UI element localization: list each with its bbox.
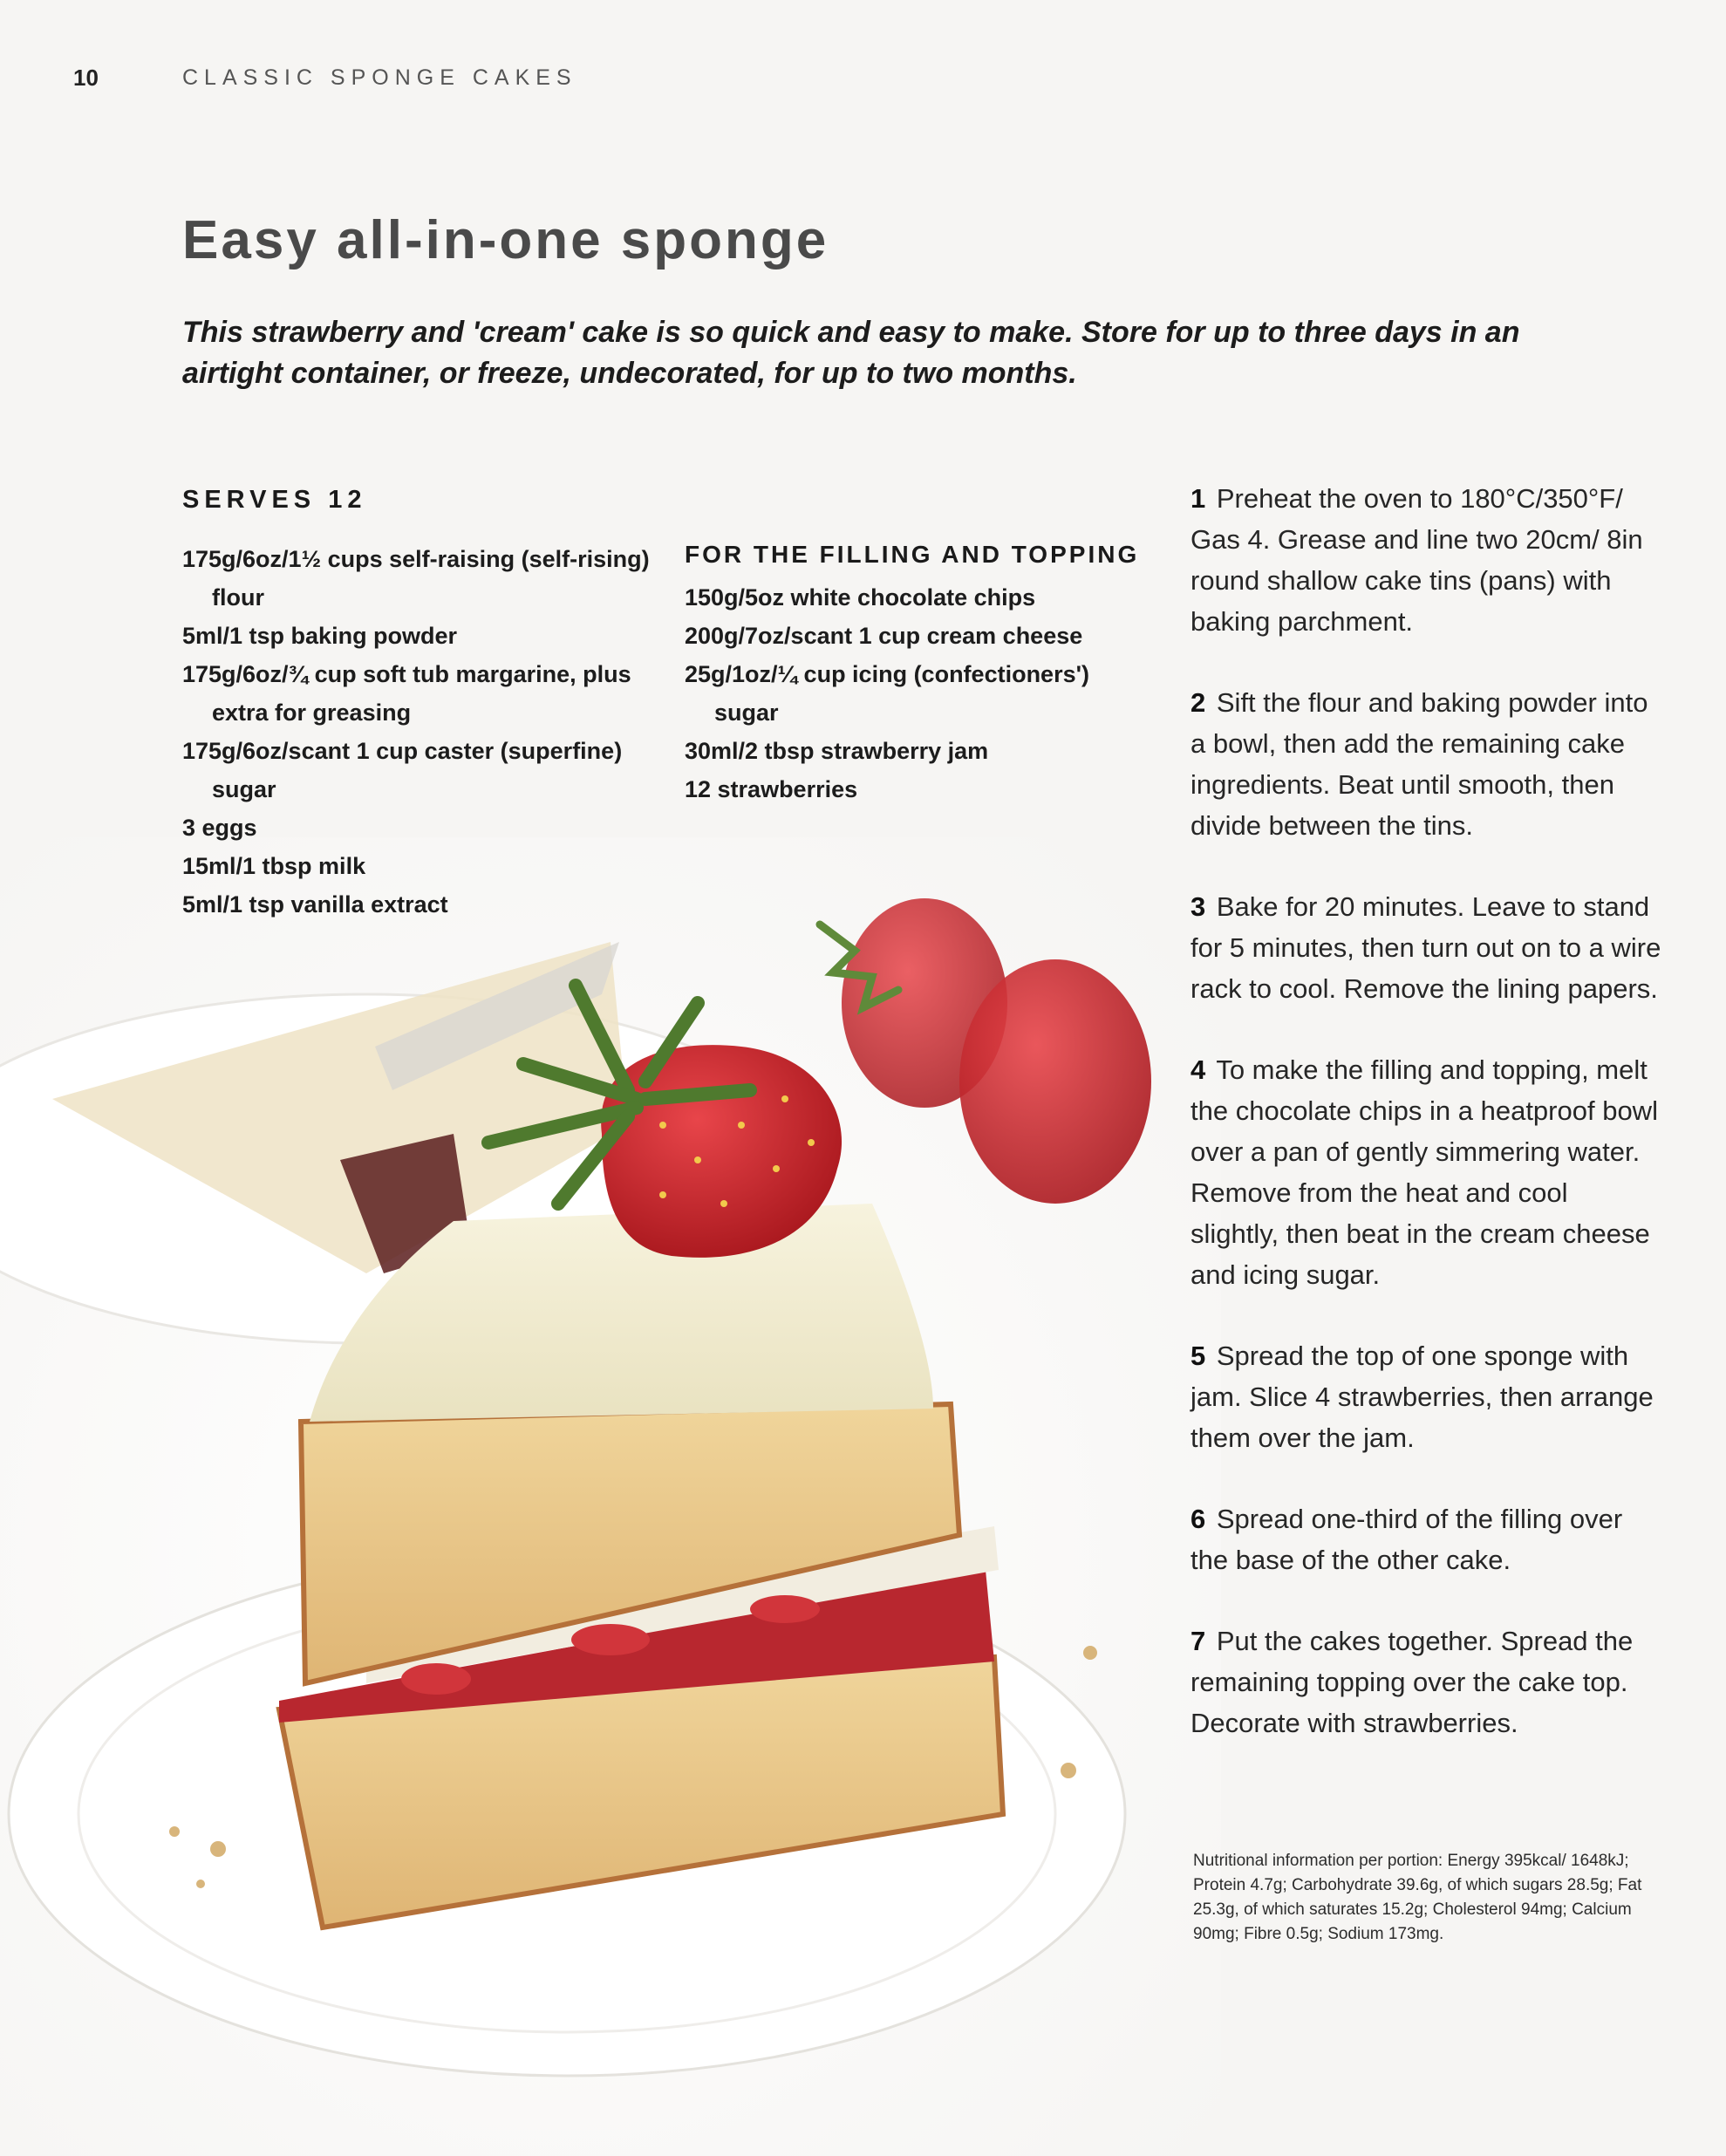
ingredient-item: 15ml/1 tbsp milk [182, 853, 366, 879]
step-text: Bake for 20 minutes. Leave to stand for 5 minutes, then turn out on to a wire rack to cool. Remove the lining papers. [1190, 891, 1661, 1004]
step-number: 1 [1190, 483, 1206, 514]
nutrition-info: Nutritional information per portion: Energy 395kcal/ 1648kJ; Protein 4.7g; Carbohydrate 39.6g, of which sugars 28.5g; Fat 25.3g, of which saturates 15.2g; Cholesterol 94mg; Calcium 90mg; Fibre 0.5g; Sodium 173mg. [1193, 1852, 1642, 1943]
method-step [1190, 478, 1661, 642]
method-step [1190, 682, 1661, 846]
recipe-title: Easy all-in-one sponge [182, 210, 829, 270]
step-text: To make the filling and topping, melt the chocolate chips in a heatproof bowl over a pan of gently simmering water. Remove from the heat and cool slightly, then beat in the cream cheese and icing sugar. [1190, 1054, 1658, 1290]
method-steps [1190, 478, 1661, 1784]
method-step [1190, 886, 1661, 1009]
filling-heading: FOR THE FILLING AND TOPPING [685, 541, 1140, 568]
serves-label: SERVES 12 [182, 486, 367, 514]
step-text: Spread one-third of the filling over the base of the other cake. [1190, 1504, 1623, 1575]
page-number: 10 [73, 65, 99, 91]
recipe-intro: This strawberry and 'cream' cake is so quick and easy to make. Store for up to three days in an airtight container, or freeze, undecorated, for up to two months. [182, 316, 1520, 390]
ingredient-item: 3 eggs [182, 815, 257, 841]
method-step [1190, 1335, 1661, 1458]
step-number: 2 [1190, 687, 1206, 718]
method-step [1190, 1049, 1661, 1295]
step-text: Put the cakes together. Spread the remaining topping over the cake top. Decorate with strawberries. [1190, 1626, 1634, 1738]
step-number: 5 [1190, 1341, 1206, 1371]
filling-item: 150g/5oz white chocolate chips [685, 584, 1036, 611]
ingredient-item: 5ml/1 tsp baking powder [182, 623, 458, 649]
section-heading: CLASSIC SPONGE CAKES [182, 65, 577, 90]
ingredients-list [182, 540, 671, 924]
filling-item: 200g/7oz/scant 1 cup cream cheese [685, 623, 1083, 649]
ingredient-item: 5ml/1 tsp vanilla extract [182, 891, 448, 918]
method-step [1190, 1620, 1661, 1743]
step-number: 4 [1190, 1054, 1206, 1085]
step-number: 3 [1190, 891, 1206, 922]
step-number: 7 [1190, 1626, 1206, 1656]
filling-list [685, 578, 1138, 808]
cake-photo [0, 837, 1221, 2156]
step-text: Preheat the oven to 180°C/350°F/ Gas 4. Grease and line two 20cm/ 8in round shallow cake tins (pans) with baking parchment. [1190, 483, 1643, 637]
method-step [1190, 1498, 1661, 1580]
cake-slice [279, 1204, 1003, 1927]
filling-item: 30ml/2 tbsp strawberry jam [685, 738, 989, 764]
step-text: Spread the top of one sponge with jam. Slice 4 strawberries, then arrange them over the jam. [1190, 1341, 1654, 1453]
ingredient-item: 175g/6oz/¾ cup soft tub margarine, plus extra for greasing [182, 661, 631, 726]
step-text: Sift the flour and baking powder into a bowl, then add the remaining cake ingredients. Beat until smooth, then divide between the tins. [1190, 687, 1648, 841]
step-number: 6 [1190, 1504, 1206, 1534]
filling-item: 25g/1oz/¼ cup icing (confectioners') sugar [685, 661, 1090, 726]
ingredient-item: 175g/6oz/scant 1 cup caster (superfine) sugar [182, 738, 623, 802]
ingredient-item: 175g/6oz/1½ cups self-raising (self-rising) flour [182, 546, 650, 611]
filling-item: 12 strawberries [685, 776, 858, 802]
